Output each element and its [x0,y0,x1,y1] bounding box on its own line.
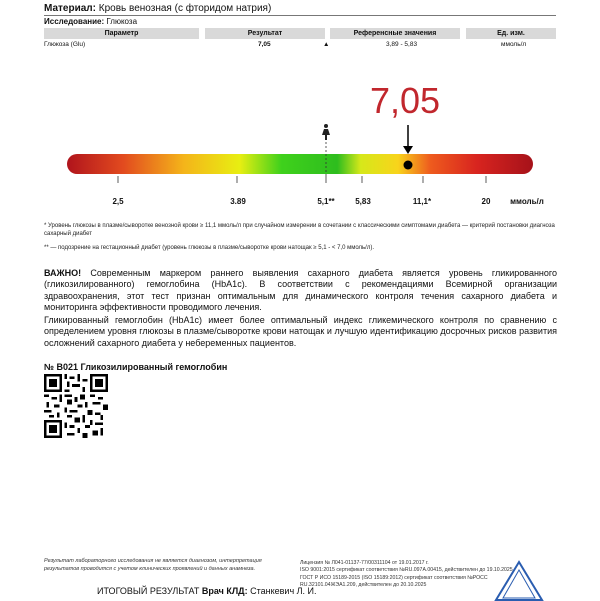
row-reference: 3,89 - 5,83 [386,41,418,48]
tick-label: 5,1** [317,197,335,206]
important-lead: ВАЖНО! [44,268,82,278]
gauge-unit: ммоль/л [510,197,544,206]
final-label: ИТОГОВЫЙ РЕЗУЛЬТАТ [97,586,200,596]
tick-label: 3.89 [230,197,246,206]
tick-label: 2,5 [112,197,124,206]
important-paragraph [44,268,557,313]
tick-label: 20 [481,197,491,206]
gauge-bar [67,154,533,174]
pregnancy-icon [322,124,330,140]
high-flag-icon: ▲ [323,41,330,48]
gauge-arrow-head [403,146,413,154]
gauge-marker [404,161,413,170]
row-result: 7,05 [258,41,271,48]
doctor-name: Станкевич Л. И. [250,586,317,596]
study-label: Исследование: [44,17,105,26]
row-param: Глюкоза (Glu) [44,41,86,48]
hba1c-paragraph: Гликированный гемоглобин (HbA1c) имеет более оптимальный индекс гликемического контроля по сравнению с определением уровня глюкозы в плазме/сыворотке крови натощак и лучшую идентификацию досрочных рисков развития осложнений сахарного диабета у небеременных пациентов. [44,315,557,348]
final-result-line [97,586,317,596]
important-text: Современным маркером раннего выявления сахарного диабета является уровень гликированного (гликозилированного) гемоглобина (HbA1c). В соответствии с рекомендациями Всемирной организации здравоохранения, этот тест признан оптимальным для динамического контроля течения сахарного диабета и мониторинга эффективности проводимого лечения. [44,268,557,312]
license-line: Лицензия № Л041-01137-77/00311104 от 19.01.2017 г. [300,560,429,566]
qr-code-icon[interactable] [44,374,108,438]
material-value: Кровь венозная (с фторидом натрия) [98,3,272,14]
doctor-label: Врач КЛД: [201,586,248,596]
row-unit: ммоль/л [501,41,527,48]
study-value: Глюкоза [106,17,138,26]
license-line: ISO 9001:2015 сертификат соответствия №RU.097A.00415, действителен до 19.10.2025 [300,567,513,574]
footnote-double-star: ** — подозрение на гестационный диабет (уровень глюкозы в плазме/сыворотке крови натощак ≥ 5,1 - < 7,0 ммоль/л). [44,245,375,251]
study-line [44,16,137,28]
col-param: Параметр [44,28,199,39]
tick-label: 5,83 [355,197,371,206]
license-line: ГОСТ Р ИСО 15189-2015 (ISO 15189:2012) сертификат соответствия №РОСС [300,574,488,581]
disclaimer: Результат лабораторного исследования не является диагнозом, интерпретация результатов проводится с учетом клинических проявлений и данных анамнеза. [44,558,262,572]
license-line: RU.32101.04ЖЭА1.209, действителен до 20.10.2025 [300,581,427,588]
certification-stamp-icon [494,560,544,601]
col-reference: Референсные значения [330,28,460,39]
footnote-star: * Уровень глюкозы в плазме/сыворотке венозной крови ≥ 11,1 ммоль/л при случайном измерении в сочетании с классическими симптомами диабета — критерий постановки диагноза сахарный диабет [44,223,555,237]
material-line [44,3,271,15]
col-result: Результат [205,28,325,39]
col-unit: Ед. изм. [466,28,556,39]
gauge-value: 7,05 [369,80,441,121]
material-label: Материал: [44,3,96,14]
recommendation-title: № В021 Гликозилированный гемоглобин [44,362,228,372]
tick-label: 11,1* [412,197,432,206]
glucose-gauge [0,120,600,200]
